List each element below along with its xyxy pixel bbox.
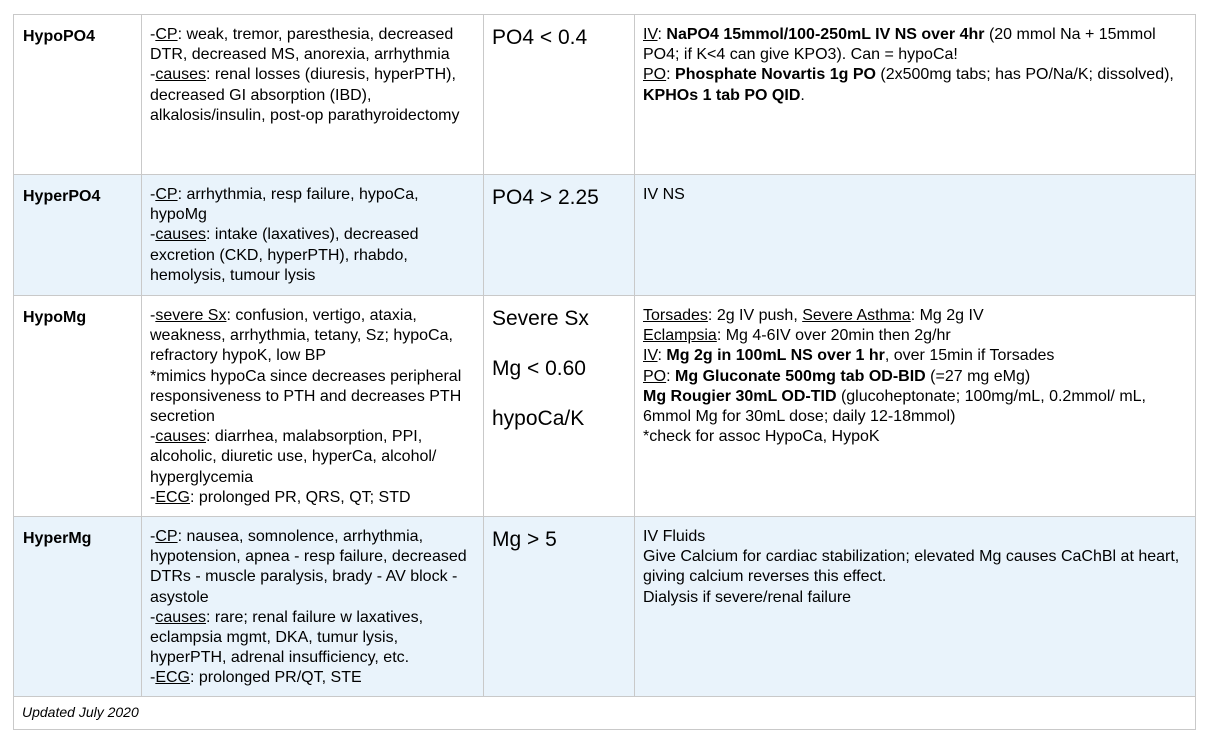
po-label: PO [643, 66, 667, 84]
treatment-cell [635, 175, 1196, 296]
treatment-line: IV Fluids [643, 528, 706, 545]
causes-label: causes [155, 428, 207, 446]
lab-value: PO4 < 0.4 [492, 26, 588, 49]
table-row-hyperpo4 [14, 175, 1196, 296]
torsades-label: Torsades [643, 307, 708, 324]
lab-value: hypoCa/K [492, 407, 585, 430]
treatment-line: Give Calcium for cardiac stabilization; elevated Mg causes CaChBl at heart, giving calcium reverses this effect. [643, 548, 1180, 586]
lab-threshold-cell [484, 517, 635, 697]
asthma-text: : Mg 2g IV [910, 307, 984, 324]
presentation-cell: -CP: nausea, somnolence, arrhythmia, hypotension, apnea - resp failure, decreased DTRs - muscle paralysis, brady - AV block - asystole -causes: rare; renal failure w laxatives, eclampsia mgmt, DKA, tumur lysis, hyperPTH, adrenal insufficiency, etc. -ECG: prolonged PR/QT, STE [142, 517, 484, 697]
table-row-hypermg [14, 517, 1196, 697]
condition-name: HypoMg [14, 296, 142, 517]
causes-label: causes [155, 608, 207, 626]
rougier-drug: Mg Rougier 30mL OD-TID [643, 387, 837, 405]
causes-label: causes [155, 66, 207, 84]
cp-text: : weak, tremor, paresthesia, decreased DTR, decreased MS, anorexia, arrhythmia [150, 26, 454, 64]
electrolyte-table [13, 14, 1196, 730]
cp-text: : nausea, somnolence, arrhythmia, hypotension, apnea - resp failure, decreased DTRs - muscle paralysis, brady - AV block - asystole [150, 528, 467, 606]
po-note: (2x500mg tabs; has PO/Na/K; dissolved), [875, 66, 1174, 84]
lab-value: Severe Sx [492, 307, 589, 330]
lab-threshold-cell [484, 296, 635, 517]
condition-name: HypoPO4 [14, 15, 142, 175]
treatment-text: IV NS [643, 186, 685, 203]
electrolyte-reference-sheet [13, 14, 1195, 730]
causes-text: : intake (laxatives), decreased excretion (CKD, hyperPTH), rhabdo, hemolysis, tumour lysis [150, 226, 419, 284]
rougier-note: (glucoheptonate; 100mg/mL, 0.2mmol/ mL, 6mmol Mg for 30mL dose; daily 12-18mmol) [643, 387, 1146, 426]
presentation-cell: -severe Sx: confusion, vertigo, ataxia, weakness, arrhythmia, tetany, Sz; hypoCa, refractory hypoK, low BP *mimics hypoCa since decreases peripheral responsiveness to PTH and decreases PTH secretion -causes: diarrhea, malabsorption, PPI, alcoholic, diuretic use, hyperCa, alcohol/ hyperglycemia -ECG: prolonged PR, QRS, QT; STD [142, 296, 484, 517]
ecg-text: : prolonged PR/QT, STE [190, 669, 362, 687]
lab-value: Mg < 0.60 [492, 357, 586, 380]
cp-text: : arrhythmia, resp failure, hypoCa, hypoMg [150, 186, 419, 224]
eclampsia-label: Eclampsia [643, 327, 717, 345]
po-drug: Mg Gluconate 500mg tab OD-BID [675, 367, 926, 385]
check-note: *check for assoc HypoCa, HypoK [643, 428, 880, 446]
severe-sx-label: severe Sx [155, 307, 227, 324]
causes-text: : diarrhea, malabsorption, PPI, alcoholic, diuretic use, hyperCa, alcohol/ hyperglycemia [150, 428, 437, 486]
condition-name: HyperMg [14, 517, 142, 697]
presentation-cell: -CP: arrhythmia, resp failure, hypoCa, hypoMg -causes: intake (laxatives), decreased excretion (CKD, hyperPTH), rhabdo, hemolysis, tumour lysis [142, 175, 484, 296]
causes-text: : renal losses (diuresis, hyperPTH), decreased GI absorption (IBD), alkalosis/insulin, post-op parathyroidectomy [150, 66, 460, 124]
treatment-cell: Torsades: 2g IV push, Severe Asthma: Mg 2g IV Eclampsia: Mg 4-6IV over 20min then 2g/hr IV: Mg 2g in 100mL NS over 1 hr, over 15min if Torsades PO: Mg Gluconate 500mg tab OD-BID (=27 mg eMg) Mg Rougier 30mL OD-TID (glucoheptonate; 100mg/mL, 0.2mmol/ mL, 6mmol Mg for 30mL dose; daily 12-18mmol) *check for assoc HypoCa, HypoK [635, 296, 1196, 517]
iv-note: , over 15min if Torsades [884, 347, 1055, 365]
iv-drug: NaPO4 15mmol/100-250mL IV NS over 4hr [666, 26, 985, 43]
cp-label: CP [155, 186, 178, 203]
iv-label: IV [643, 347, 658, 365]
lab-value: PO4 > 2.25 [492, 186, 599, 209]
condition-name: HyperPO4 [14, 175, 142, 296]
treatment-cell: IV: NaPO4 15mmol/100-250mL IV NS over 4hr (20 mmol Na + 15mmol PO4; if K<4 can give KPO3). Can = hypoCa! PO: Phosphate Novartis 1g PO (2x500mg tabs; has PO/Na/K; dissolved), KPHOs 1 tab PO QID. [635, 15, 1196, 175]
iv-drug: Mg 2g in 100mL NS over 1 hr [666, 347, 885, 365]
po-label: PO [643, 367, 667, 385]
asthma-label: Severe Asthma [802, 307, 911, 324]
lab-threshold-cell [484, 175, 635, 296]
table-footer-row [14, 697, 1196, 730]
ecg-label: ECG [155, 669, 190, 687]
table-row-hypopo4 [14, 15, 1196, 175]
iv-label: IV [643, 26, 658, 43]
presentation-cell: -CP: weak, tremor, paresthesia, decreased DTR, decreased MS, anorexia, arrhythmia -causes: renal losses (diuresis, hyperPTH), decreased GI absorption (IBD), alkalosis/insulin, post-op parathyroidectomy [142, 15, 484, 175]
severe-sx-text: : confusion, vertigo, ataxia, weakness, arrhythmia, tetany, Sz; hypoCa, refractory hypoK, low BP [150, 307, 453, 365]
causes-label: causes [155, 226, 207, 244]
updated-note: Updated July 2020 [14, 697, 1196, 730]
lab-threshold-cell [484, 15, 635, 175]
ecg-text: : prolonged PR, QRS, QT; STD [190, 488, 411, 506]
causes-text: : rare; renal failure w laxatives, eclampsia mgmt, DKA, tumur lysis, hyperPTH, adrenal insufficiency, etc. [150, 608, 424, 667]
mimic-note: *mimics hypoCa since decreases peripheral responsiveness to PTH and decreases PTH secretion [150, 367, 462, 426]
cp-label: CP [155, 26, 178, 43]
eclampsia-text: : Mg 4-6IV over 20min then 2g/hr [716, 327, 951, 345]
treatment-cell [635, 517, 1196, 697]
po-note: (=27 mg eMg) [925, 367, 1031, 385]
torsades-text: : 2g IV push, [707, 307, 803, 324]
ecg-label: ECG [155, 488, 190, 506]
iv-note: (20 mmol Na + 15mmol PO4; if K<4 can give KPO3). Can = hypoCa! [643, 26, 1156, 64]
po-drug: Phosphate Novartis 1g PO [675, 66, 876, 84]
po-drug-alt: KPHOs 1 tab PO QID [643, 86, 801, 104]
lab-value: Mg > 5 [492, 528, 557, 551]
table-row-hypomg [14, 296, 1196, 517]
treatment-line: Dialysis if severe/renal failure [643, 588, 852, 606]
cp-label: CP [155, 528, 178, 545]
